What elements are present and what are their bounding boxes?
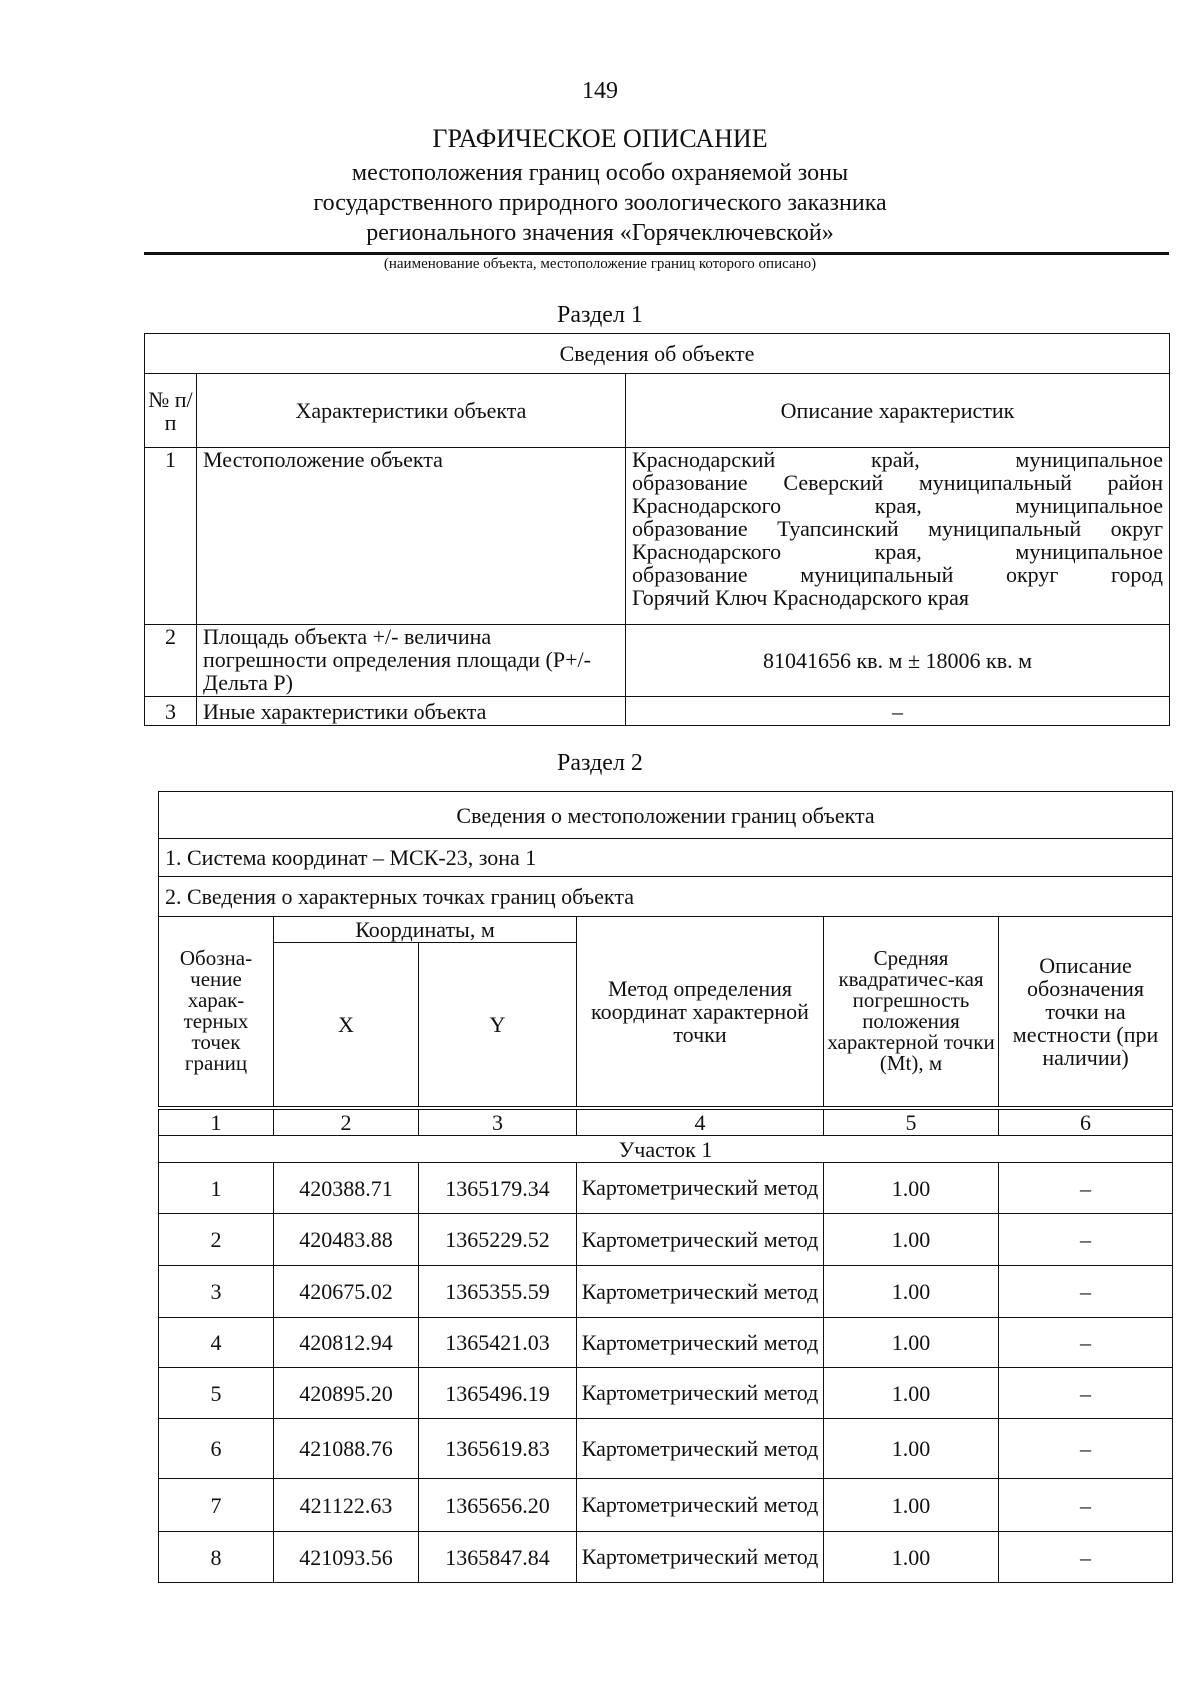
table-row — [159, 1266, 1173, 1318]
point-description: – — [999, 1419, 1173, 1479]
column-header-coords: Координаты, м — [274, 917, 577, 943]
boundary-points-table — [158, 791, 1173, 1583]
x-coordinate: 421122.63 — [274, 1479, 419, 1532]
x-coordinate: 420388.71 — [274, 1163, 419, 1214]
desc-line: Горячий Ключ Краснодарского края — [632, 585, 970, 610]
row-desc: 81041656 кв. м ± 18006 кв. м — [626, 625, 1170, 697]
table-row — [159, 1419, 1173, 1479]
row-desc — [626, 448, 1170, 625]
column-header: Характеристики объекта — [197, 374, 626, 448]
column-header-description: Описание обозначения точки на местности (при наличии) — [999, 917, 1173, 1108]
subtitle-line: регионального значения «Горячеключевской» — [366, 220, 834, 246]
point-description: – — [999, 1318, 1173, 1368]
column-number: 1 — [159, 1108, 274, 1136]
column-header-error: Средняя квадратичес-кая погрешность положения характерной точки (Mt), м — [824, 917, 999, 1108]
point-number: 6 — [159, 1419, 274, 1479]
mean-error: 1.00 — [824, 1532, 999, 1583]
desc-line: Краснодарского края, муниципальное — [632, 539, 1163, 564]
section1-heading: Раздел 1 — [557, 302, 643, 328]
column-header: Описание характеристик — [626, 374, 1170, 448]
method: Картометрический метод — [577, 1479, 824, 1532]
method: Картометрический метод — [577, 1266, 824, 1318]
point-number: 8 — [159, 1532, 274, 1583]
column-header-method: Метод определения координат характерной точки — [577, 917, 824, 1108]
method: Картометрический метод — [577, 1214, 824, 1266]
row-number: 1 — [145, 448, 197, 625]
desc-line: Краснодарского края, муниципальное — [632, 493, 1163, 518]
points-title: 2. Сведения о характерных точках границ объекта — [159, 877, 1173, 917]
column-header-x: X — [274, 943, 419, 1108]
subtitle-line: государственного природного зоологического заказника — [313, 190, 887, 216]
y-coordinate: 1365179.34 — [419, 1163, 577, 1214]
document-title: ГРАФИЧЕСКОЕ ОПИСАНИЕ — [432, 124, 768, 153]
page-number: 149 — [582, 78, 618, 104]
point-number: 3 — [159, 1266, 274, 1318]
column-header-point: Обозна-чение харак-терных точек границ — [159, 917, 274, 1108]
point-description: – — [999, 1532, 1173, 1583]
subtitle-line: местоположения границ особо охраняемой зоны — [351, 160, 849, 186]
table-row — [159, 1318, 1173, 1368]
table-row — [145, 625, 1170, 697]
table-row — [159, 1163, 1173, 1214]
table-row — [159, 1214, 1173, 1266]
y-coordinate: 1365355.59 — [419, 1266, 577, 1318]
row-desc: – — [626, 697, 1170, 726]
y-coordinate: 1365496.19 — [419, 1368, 577, 1419]
table-title: Сведения об объекте — [145, 334, 1170, 374]
point-description: – — [999, 1266, 1173, 1318]
point-description: – — [999, 1479, 1173, 1532]
mean-error: 1.00 — [824, 1368, 999, 1419]
y-coordinate: 1365847.84 — [419, 1532, 577, 1583]
point-number: 2 — [159, 1214, 274, 1266]
y-coordinate: 1365619.83 — [419, 1419, 577, 1479]
x-coordinate: 420483.88 — [274, 1214, 419, 1266]
x-coordinate: 420675.02 — [274, 1266, 419, 1318]
desc-line: образование Северский муниципальный район — [632, 470, 1163, 495]
section2-heading: Раздел 2 — [557, 750, 643, 776]
column-number: 2 — [274, 1108, 419, 1136]
parcel-label: Участок 1 — [159, 1136, 1173, 1163]
row-name: Площадь объекта +/- величина погрешности определения площади (Р+/- Дельта Р) — [197, 625, 626, 697]
mean-error: 1.00 — [824, 1419, 999, 1479]
column-header: № п/ п — [145, 374, 197, 448]
point-number: 1 — [159, 1163, 274, 1214]
row-name: Местоположение объекта — [197, 448, 626, 625]
y-coordinate: 1365656.20 — [419, 1479, 577, 1532]
mean-error: 1.00 — [824, 1318, 999, 1368]
title-caption: (наименование объекта, местоположение границ которого описано) — [383, 256, 817, 272]
x-coordinate: 421093.56 — [274, 1532, 419, 1583]
method: Картометрический метод — [577, 1419, 824, 1479]
method: Картометрический метод — [577, 1532, 824, 1583]
table-row — [159, 1479, 1173, 1532]
column-number: 6 — [999, 1108, 1173, 1136]
table-title: Сведения о местоположении границ объекта — [159, 792, 1173, 839]
row-name: Иные характеристики объекта — [197, 697, 626, 726]
mean-error: 1.00 — [824, 1479, 999, 1532]
column-number: 3 — [419, 1108, 577, 1136]
point-description: – — [999, 1214, 1173, 1266]
desc-line: образование Туапсинский муниципальный округ — [632, 516, 1163, 541]
mean-error: 1.00 — [824, 1163, 999, 1214]
point-number: 5 — [159, 1368, 274, 1419]
title-underline — [144, 252, 1169, 255]
column-header-y: Y — [419, 943, 577, 1108]
x-coordinate: 420812.94 — [274, 1318, 419, 1368]
y-coordinate: 1365229.52 — [419, 1214, 577, 1266]
desc-line: Краснодарский край, муниципальное — [632, 447, 1163, 472]
table-row — [145, 448, 1170, 625]
column-number: 5 — [824, 1108, 999, 1136]
coord-system: 1. Система координат – МСК-23, зона 1 — [159, 839, 1173, 877]
object-info-table — [144, 333, 1170, 726]
mean-error: 1.00 — [824, 1266, 999, 1318]
desc-line: образование муниципальный округ город — [632, 562, 1163, 587]
method: Картометрический метод — [577, 1368, 824, 1419]
table-row — [145, 697, 1170, 726]
x-coordinate: 420895.20 — [274, 1368, 419, 1419]
x-coordinate: 421088.76 — [274, 1419, 419, 1479]
method: Картометрический метод — [577, 1318, 824, 1368]
table-row — [159, 1532, 1173, 1583]
y-coordinate: 1365421.03 — [419, 1318, 577, 1368]
mean-error: 1.00 — [824, 1214, 999, 1266]
point-number: 7 — [159, 1479, 274, 1532]
point-description: – — [999, 1368, 1173, 1419]
row-number: 3 — [145, 697, 197, 726]
point-description: – — [999, 1163, 1173, 1214]
point-number: 4 — [159, 1318, 274, 1368]
row-number: 2 — [145, 625, 197, 697]
table-row — [159, 1368, 1173, 1419]
column-number: 4 — [577, 1108, 824, 1136]
column-numbers-row — [159, 1108, 1173, 1136]
method: Картометрический метод — [577, 1163, 824, 1214]
